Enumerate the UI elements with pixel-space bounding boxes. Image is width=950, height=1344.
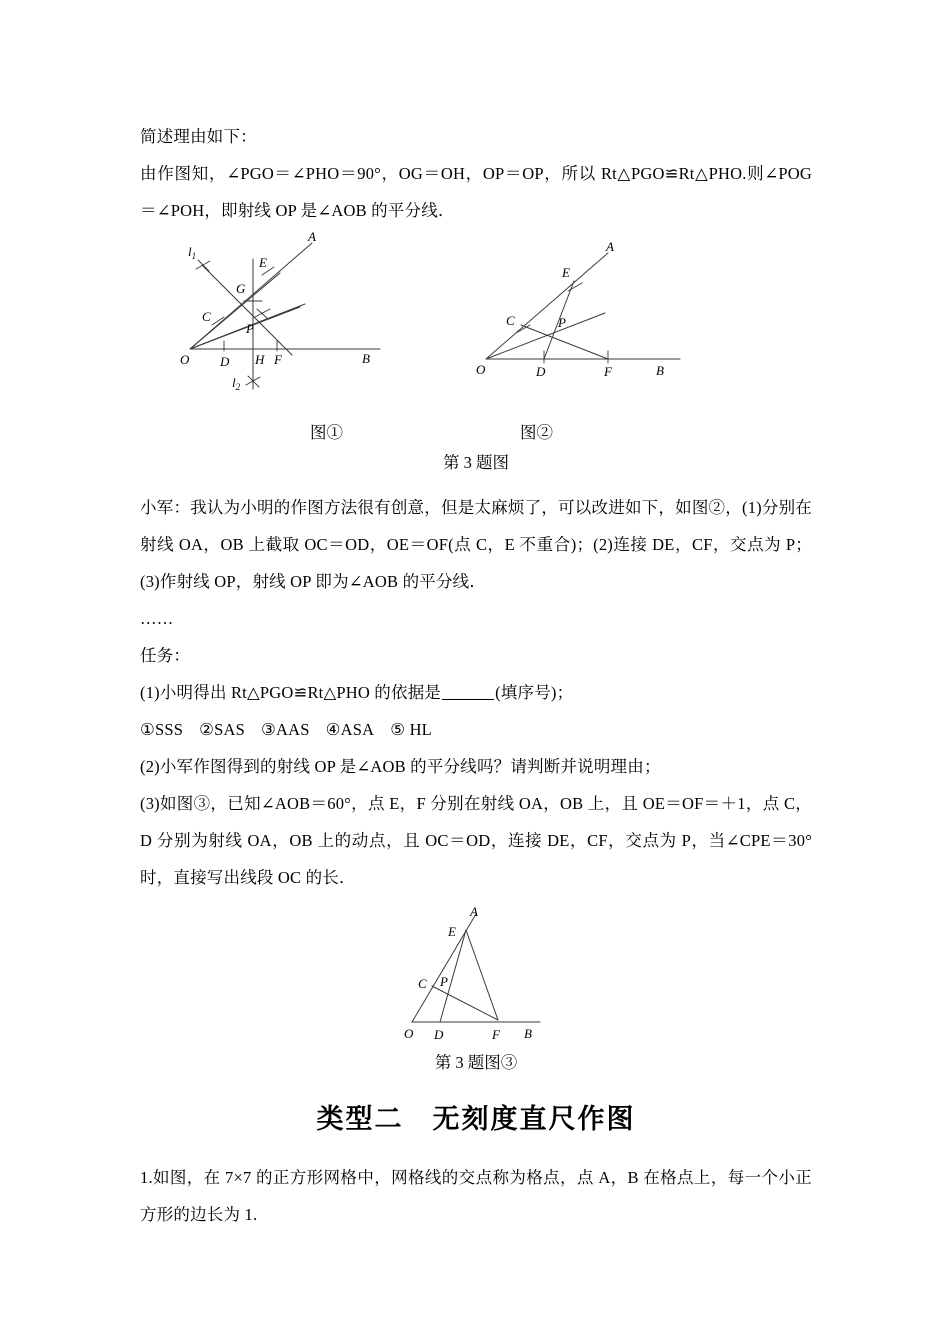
section-heading-type-2: 类型二 无刻度直尺作图 (316, 1104, 636, 1135)
caption-problem-3: 第 3 题图 (443, 453, 509, 472)
fig2-label-E: E (562, 265, 570, 280)
option-4-num: ④ (325, 720, 341, 739)
reason-paragraph: 由作图知，∠PGO＝∠PHO＝90°，OG＝OH，OP＝OP，所以 Rt△PGO≌Rt△PHO.则∠POG＝∠POH，即射线 OP 是∠AOB 的平分线． (140, 164, 812, 220)
fig1-label-P: P (246, 321, 254, 336)
caption-problem-3-fig3: 第 3 题图③ (434, 1053, 518, 1072)
xiaojun-paragraph: 小军：我认为小明的作图方法很有创意，但是太麻烦了，可以改进如下，如图②，(1)分别在射线 OA，OB 上截取 OC＝OD，OE＝OF(点 C，E 不重合)；(2)连接 DE，CF，交点为 P；(3)作射线 OP，射线 OP 即为∠AOB 的平分线． (140, 498, 812, 591)
task-3: (3)如图③，已知∠AOB＝60°，点 E，F 分别在射线 OA，OB 上，且 OE＝OF＝＋1，点 C，D 分别为射线 OA，OB 上的动点，且 OC＝OD，连接 DE，CF，交点为 P，当∠CPE＝30°时，直接写出线段 OC 的长． (140, 794, 812, 887)
task-label: 任务： (140, 646, 191, 665)
task-2: (2)小军作图得到的射线 OP 是∠AOB 的平分线吗？请判断并说明理由； (140, 757, 661, 776)
intro-label: 简述理由如下： (140, 127, 257, 146)
figure-group-1-2 (140, 229, 812, 477)
option-3-num: ③ (261, 720, 277, 739)
fig2-label-C: C (506, 313, 515, 328)
option-1-num: ① (140, 720, 155, 739)
fig1-label-E: E (259, 255, 267, 270)
fig2-label-A: A (606, 239, 614, 254)
fig3-label-F: F (492, 1027, 500, 1042)
fig1-label-H: H (255, 352, 265, 367)
option-2-label: SAS (214, 720, 246, 739)
option-2-num: ② (199, 720, 215, 739)
fig1-label-l1: $l_1$ (188, 244, 197, 261)
fig2-label-P: P (558, 315, 566, 330)
figures-1-2-svg (140, 229, 812, 419)
task-1 (140, 674, 812, 711)
option-3-label: AAS (276, 720, 310, 739)
figure-1-2-captions (140, 419, 812, 449)
option-1-label: SSS (155, 720, 184, 739)
option-4-label: ASA (340, 720, 375, 739)
ellipsis-paragraph: …… (140, 609, 174, 628)
option-5-num: ⑤ (390, 720, 406, 739)
page-content (140, 118, 812, 1233)
fig1-label-D: D (220, 354, 230, 369)
fig1-label-G: G (236, 281, 246, 296)
task-1-text: (1)小明得出 Rt△PGO≌Rt△PHO 的依据是 (140, 683, 442, 702)
caption-fig2: 图② (520, 423, 553, 442)
fig3-label-E: E (448, 924, 456, 939)
options-list (140, 711, 812, 748)
fig1-label-O: O (180, 352, 190, 367)
answer-blank[interactable] (442, 685, 494, 700)
task-1-tail: (填序号)； (495, 683, 574, 702)
fig3-label-B: B (524, 1026, 532, 1041)
figure-group-3 (140, 904, 812, 1077)
fig3-label-P: P (440, 974, 448, 989)
fig1-label-B: B (362, 351, 370, 366)
intro-paragraph (140, 118, 812, 155)
fig1-label-A: A (308, 229, 316, 244)
fig2-label-D: D (536, 364, 546, 379)
fig2-label-F: F (604, 364, 612, 379)
fig3-label-A: A (470, 904, 478, 919)
caption-fig1: 图① (310, 423, 343, 442)
grid-problem-paragraph: 1.如图，在 7×7 的正方形网格中，网格线的交点称为格点，点 A，B 在格点上，每一个小正方形的边长为 1. (140, 1168, 812, 1224)
fig2-label-O: O (476, 362, 486, 377)
fig3-label-D: D (434, 1027, 444, 1042)
fig3-label-O: O (404, 1026, 414, 1041)
fig2-label-B: B (656, 363, 664, 378)
fig1-label-l2: $l_2$ (232, 375, 241, 392)
option-5-label: HL (409, 720, 432, 739)
fig1-label-C: C (202, 309, 211, 324)
figure-3-svg (140, 904, 812, 1049)
fig1-label-F: F (274, 352, 282, 367)
fig3-label-C: C (418, 976, 427, 991)
